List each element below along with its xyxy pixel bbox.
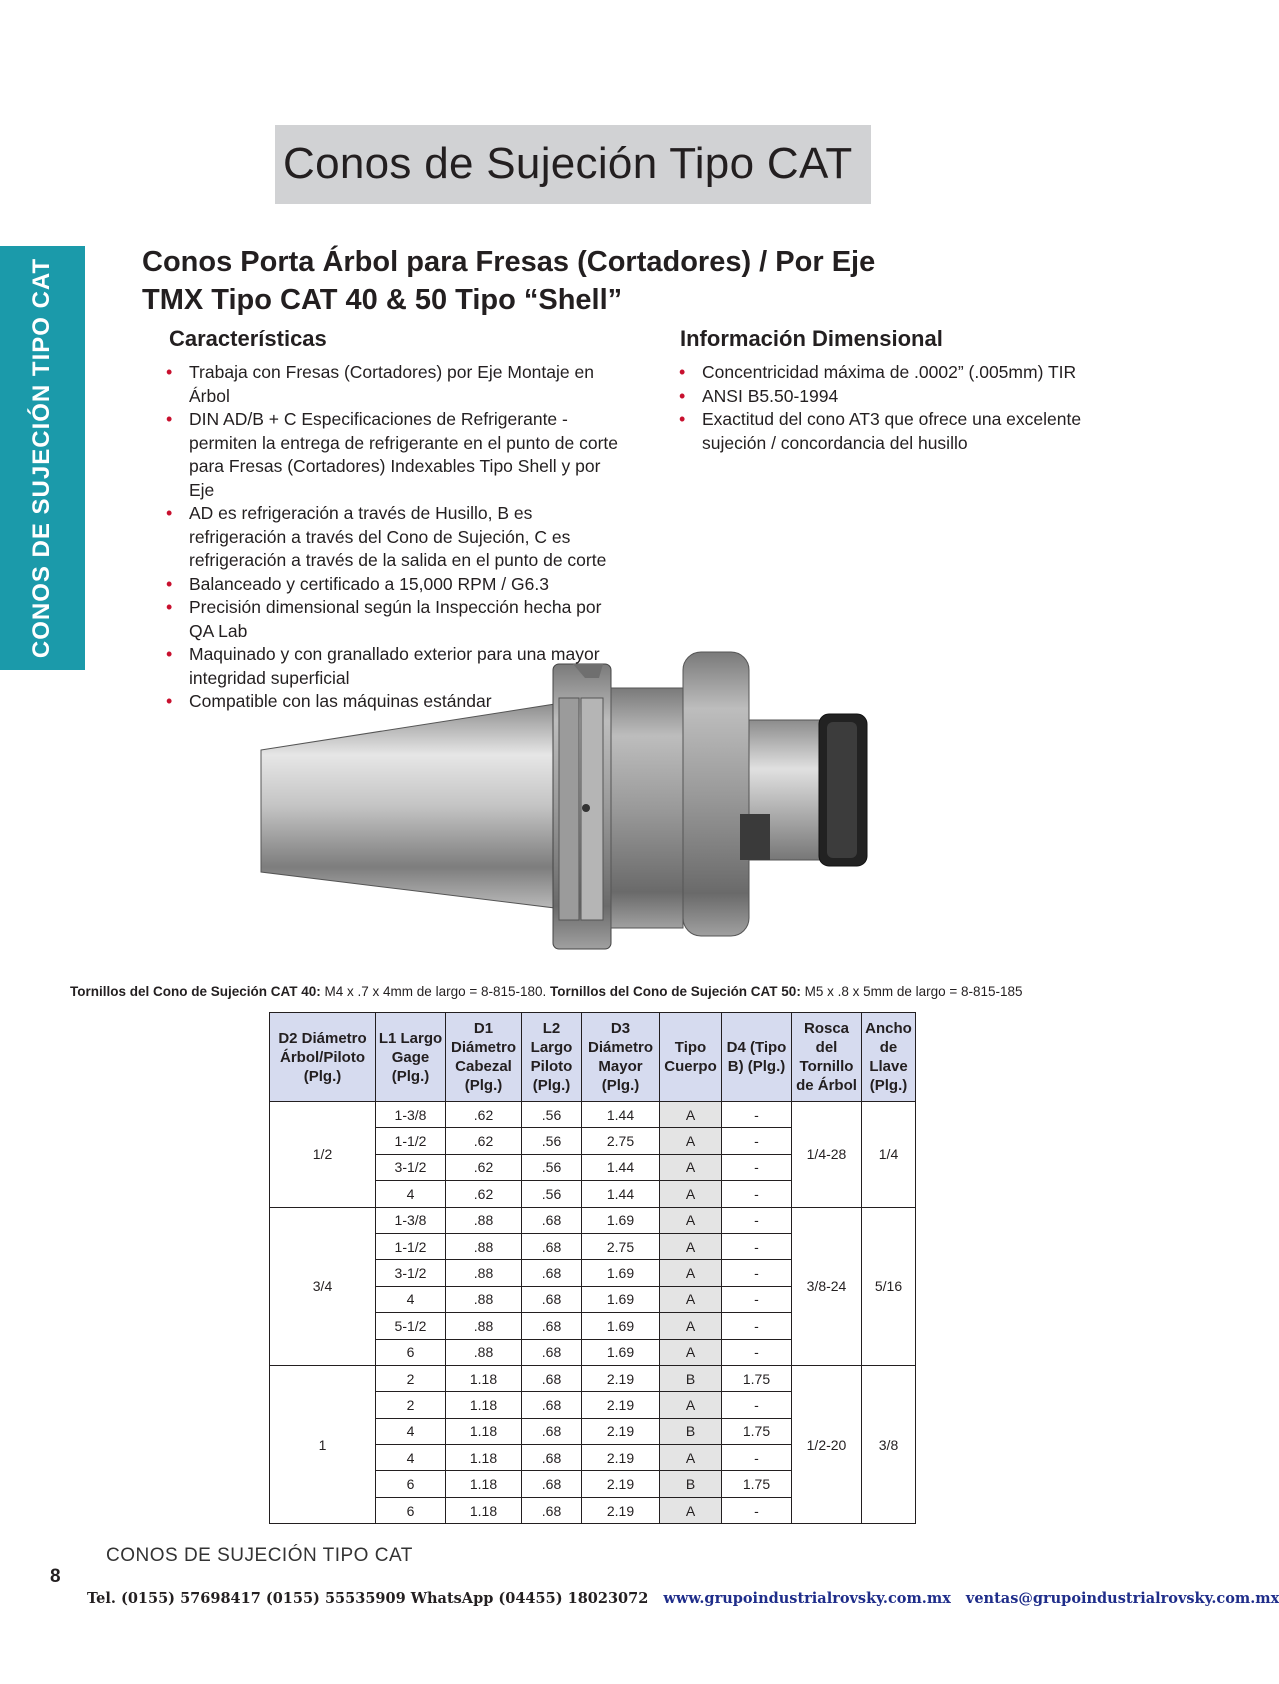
- product-heading: [142, 243, 875, 319]
- table-cell: 2.19: [582, 1497, 660, 1523]
- d2-cell: 3/4: [270, 1207, 376, 1365]
- table-cell: A: [660, 1181, 722, 1207]
- table-cell: 6: [376, 1497, 446, 1523]
- table-cell: .88: [446, 1313, 522, 1339]
- table-cell: 1.69: [582, 1286, 660, 1312]
- d2-cell: 1: [270, 1365, 376, 1523]
- table-cell: .68: [522, 1471, 582, 1497]
- rosca-cell: 1/2-20: [792, 1365, 862, 1523]
- contact-email-link[interactable]: ventas@grupoindustrialrovsky.com.mx: [965, 1590, 1279, 1607]
- product-heading-line1: Conos Porta Árbol para Fresas (Cortadores) / Por Eje: [142, 246, 876, 278]
- table-cell: 4: [376, 1418, 446, 1444]
- dimensional-list: [673, 361, 1093, 455]
- page-title: Conos de Sujeción Tipo CAT: [283, 139, 853, 188]
- contact-website-link[interactable]: www.grupoindustrialrovsky.com.mx: [663, 1590, 951, 1607]
- table-cell: A: [660, 1497, 722, 1523]
- table-cell: 1.44: [582, 1181, 660, 1207]
- header-row: [270, 1013, 916, 1102]
- table-cell: 2.75: [582, 1233, 660, 1259]
- table-cell: -: [722, 1339, 792, 1365]
- table-cell: A: [660, 1154, 722, 1180]
- feature-item: • Balanceado y certificado a 15,000 RPM / G6.3: [160, 573, 630, 597]
- dimensional-item: • ANSI B5.50-1994: [673, 385, 1093, 409]
- bolts-note: [70, 984, 1023, 999]
- product-heading-line2: TMX Tipo CAT 40 & 50 Tipo “Shell”: [142, 284, 623, 316]
- table-cell: -: [722, 1128, 792, 1154]
- table-cell: 1.18: [446, 1445, 522, 1471]
- table-cell: .68: [522, 1392, 582, 1418]
- table-cell: A: [660, 1313, 722, 1339]
- column-header: L1 Largo Gage (Plg.): [376, 1013, 446, 1102]
- table-cell: .68: [522, 1445, 582, 1471]
- contact-phones: Tel. (0155) 57698417 (0155) 55535909 WhatsApp (04455) 18023072: [87, 1590, 649, 1607]
- feature-item: • Trabaja con Fresas (Cortadores) por Eje Montaje en Árbol: [160, 361, 630, 408]
- table-cell: -: [722, 1154, 792, 1180]
- table-cell: 1-3/8: [376, 1102, 446, 1128]
- table-cell: A: [660, 1445, 722, 1471]
- table-cell: .68: [522, 1313, 582, 1339]
- table-cell: .68: [522, 1339, 582, 1365]
- table-row: [270, 1102, 916, 1128]
- table-cell: -: [722, 1102, 792, 1128]
- table-cell: .88: [446, 1339, 522, 1365]
- table-cell: 1.18: [446, 1418, 522, 1444]
- bolts-cat40-value: M4 x .7 x 4mm de largo = 8-815-180.: [324, 984, 547, 999]
- table-cell: 1.69: [582, 1339, 660, 1365]
- table-cell: .88: [446, 1286, 522, 1312]
- table-cell: .68: [522, 1497, 582, 1523]
- table-cell: 1.18: [446, 1392, 522, 1418]
- dimensional-title: Información Dimensional: [680, 326, 943, 351]
- spec-table-header: [270, 1013, 916, 1102]
- table-cell: -: [722, 1497, 792, 1523]
- table-cell: .62: [446, 1102, 522, 1128]
- table-cell: 2.19: [582, 1471, 660, 1497]
- table-row: [270, 1207, 916, 1233]
- table-cell: A: [660, 1286, 722, 1312]
- table-cell: 6: [376, 1471, 446, 1497]
- table-cell: .68: [522, 1418, 582, 1444]
- table-cell: 2.19: [582, 1365, 660, 1391]
- table-cell: 4: [376, 1445, 446, 1471]
- table-cell: 2.19: [582, 1392, 660, 1418]
- table-cell: 1.18: [446, 1365, 522, 1391]
- spec-table: [269, 1012, 916, 1524]
- footer-category: CONOS DE SUJECIÓN TIPO CAT: [106, 1545, 413, 1566]
- table-cell: -: [722, 1181, 792, 1207]
- table-cell: A: [660, 1260, 722, 1286]
- column-header: Tipo Cuerpo: [660, 1013, 722, 1102]
- dimensional-item: • Concentricidad máxima de .0002” (.005mm) TIR: [673, 361, 1093, 385]
- table-cell: 1.75: [722, 1418, 792, 1444]
- table-cell: -: [722, 1445, 792, 1471]
- table-cell: A: [660, 1128, 722, 1154]
- table-cell: 3-1/2: [376, 1154, 446, 1180]
- table-cell: -: [722, 1286, 792, 1312]
- features-title: Características: [169, 326, 327, 351]
- rosca-cell: 1/4-28: [792, 1102, 862, 1208]
- table-cell: .56: [522, 1102, 582, 1128]
- table-cell: 1.75: [722, 1365, 792, 1391]
- table-cell: .88: [446, 1260, 522, 1286]
- page-number: 8: [50, 1566, 61, 1587]
- feature-item: • AD es refrigeración a través de Husillo, B es refrigeración a través del Cono de Sujeción, C es refrigeración a través de la salida en el punto de corte: [160, 502, 630, 573]
- column-header: Ancho de Llave (Plg.): [862, 1013, 916, 1102]
- table-cell: B: [660, 1365, 722, 1391]
- bolts-cat50-label: Tornillos del Cono de Sujeción CAT 50:: [550, 984, 801, 999]
- table-cell: .56: [522, 1181, 582, 1207]
- table-cell: .68: [522, 1233, 582, 1259]
- table-cell: 1.44: [582, 1102, 660, 1128]
- table-cell: .56: [522, 1154, 582, 1180]
- table-cell: 1-1/2: [376, 1128, 446, 1154]
- table-cell: A: [660, 1233, 722, 1259]
- table-cell: 1.69: [582, 1207, 660, 1233]
- ancho-cell: 3/8: [862, 1365, 916, 1523]
- table-cell: .68: [522, 1286, 582, 1312]
- table-cell: 3-1/2: [376, 1260, 446, 1286]
- bolts-cat50-value: M5 x .8 x 5mm de largo = 8-815-185: [804, 984, 1023, 999]
- table-cell: 1.75: [722, 1471, 792, 1497]
- table-cell: A: [660, 1339, 722, 1365]
- table-cell: B: [660, 1418, 722, 1444]
- table-cell: 2.75: [582, 1128, 660, 1154]
- table-cell: 2.19: [582, 1418, 660, 1444]
- table-cell: -: [722, 1260, 792, 1286]
- table-row: [270, 1365, 916, 1391]
- side-tab-label: CONOS DE SUJECIÓN TIPO CAT: [28, 257, 55, 659]
- table-cell: A: [660, 1392, 722, 1418]
- table-cell: .88: [446, 1207, 522, 1233]
- table-cell: -: [722, 1313, 792, 1339]
- table-cell: B: [660, 1471, 722, 1497]
- feature-item: • Compatible con las máquinas estándar: [160, 690, 630, 714]
- table-cell: 1.69: [582, 1260, 660, 1286]
- table-cell: -: [722, 1207, 792, 1233]
- ancho-cell: 1/4: [862, 1102, 916, 1208]
- column-header: D2 Diámetro Árbol/Piloto (Plg.): [270, 1013, 376, 1102]
- table-cell: 1.69: [582, 1313, 660, 1339]
- ancho-cell: 5/16: [862, 1207, 916, 1365]
- column-header: D1 Diámetro Cabezal (Plg.): [446, 1013, 522, 1102]
- table-cell: 1.18: [446, 1497, 522, 1523]
- feature-item: • DIN AD/B + C Especificaciones de Refrigerante - permiten la entrega de refrigerante en el punto de corte para Fresas (Cortadores) Indexables Tipo Shell y por Eje: [160, 408, 630, 502]
- table-cell: A: [660, 1207, 722, 1233]
- column-header: D3 Diámetro Mayor (Plg.): [582, 1013, 660, 1102]
- column-header: Rosca del Tornillo de Árbol: [792, 1013, 862, 1102]
- column-header: L2 Largo Piloto (Plg.): [522, 1013, 582, 1102]
- table-cell: .68: [522, 1365, 582, 1391]
- side-tab: [0, 246, 85, 670]
- table-cell: 4: [376, 1286, 446, 1312]
- column-header: D4 (Tipo B) (Plg.): [722, 1013, 792, 1102]
- table-cell: .56: [522, 1128, 582, 1154]
- table-cell: 1.44: [582, 1154, 660, 1180]
- contact-line: [87, 1590, 1279, 1607]
- table-cell: -: [722, 1233, 792, 1259]
- table-cell: 1-1/2: [376, 1233, 446, 1259]
- table-cell: 1.18: [446, 1471, 522, 1497]
- dimensional-item: • Exactitud del cono AT3 que ofrece una excelente sujeción / concordancia del husillo: [673, 408, 1093, 455]
- table-cell: 2: [376, 1392, 446, 1418]
- bolts-cat40-label: Tornillos del Cono de Sujeción CAT 40:: [70, 984, 321, 999]
- table-cell: A: [660, 1102, 722, 1128]
- d2-cell: 1/2: [270, 1102, 376, 1208]
- page-title-box: [275, 125, 871, 204]
- table-cell: 2.19: [582, 1445, 660, 1471]
- table-cell: .68: [522, 1260, 582, 1286]
- table-cell: .62: [446, 1154, 522, 1180]
- table-cell: 4: [376, 1181, 446, 1207]
- table-cell: -: [722, 1392, 792, 1418]
- table-cell: 6: [376, 1339, 446, 1365]
- table-cell: 2: [376, 1365, 446, 1391]
- table-cell: .68: [522, 1207, 582, 1233]
- table-cell: .62: [446, 1128, 522, 1154]
- features-list: [160, 361, 630, 714]
- table-cell: 1-3/8: [376, 1207, 446, 1233]
- rosca-cell: 3/8-24: [792, 1207, 862, 1365]
- cat-shell-mill-holder-image: [255, 668, 935, 968]
- feature-item: • Precisión dimensional según la Inspección hecha por QA Lab: [160, 596, 630, 643]
- table-cell: .62: [446, 1181, 522, 1207]
- spec-table-body: [270, 1102, 916, 1524]
- table-cell: .88: [446, 1233, 522, 1259]
- table-cell: 5-1/2: [376, 1313, 446, 1339]
- feature-item: • Maquinado y con granallado exterior para una mayor integridad superficial: [160, 643, 630, 690]
